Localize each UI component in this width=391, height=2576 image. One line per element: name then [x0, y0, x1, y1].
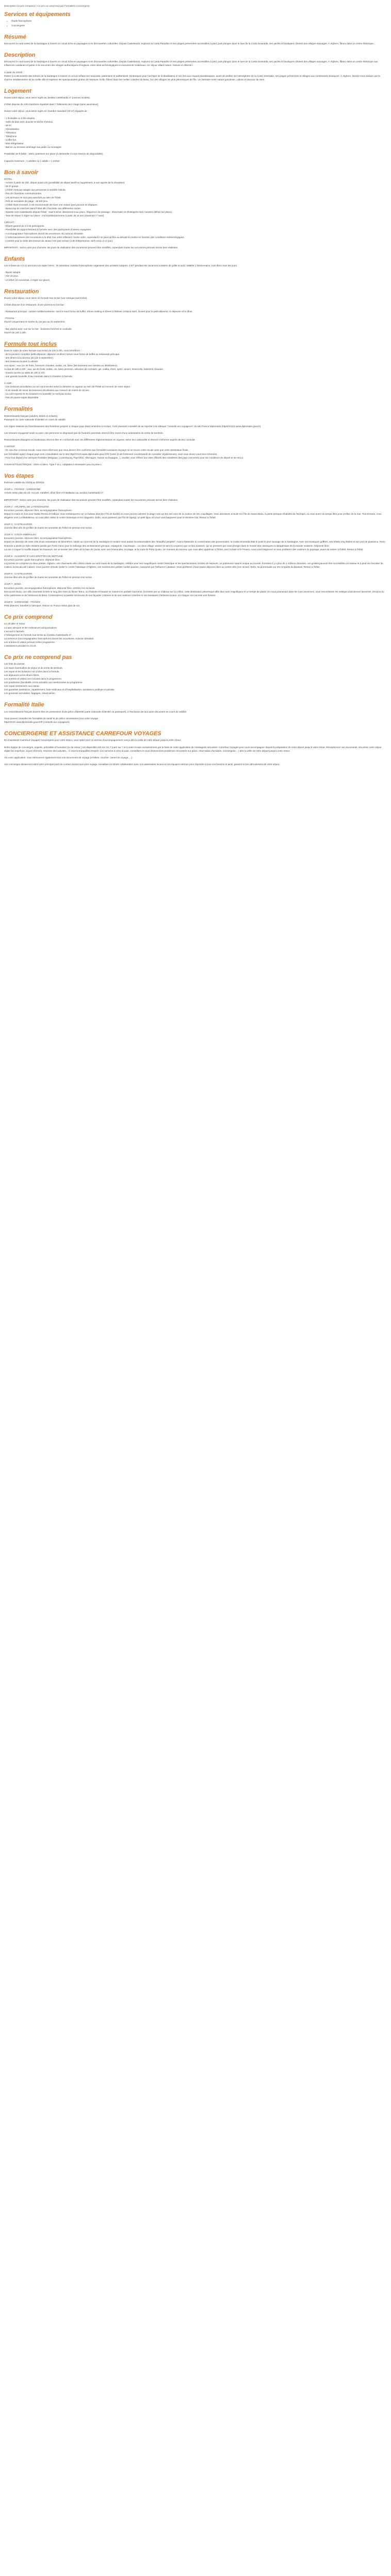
etapes-heading: Vos étapes	[4, 472, 34, 479]
paragraph: Les déjeuners et les dîners libres.	[4, 673, 40, 676]
list-item: • Guide francophone	[11, 19, 387, 23]
paragraph: JOUR 5 : ALGHERO ET LES GROTTES DE NEPTUNE	[4, 554, 63, 557]
paragraph: À partir du 1/5/26 :	[4, 71, 24, 74]
description-body	[4, 60, 387, 81]
paragraph: - Lit bébé (10 euros/nuit, à régler sur place).	[4, 278, 51, 281]
paragraph: JOUR 2 : ARCHIPEL DE LA MADDALENA	[4, 505, 49, 508]
paragraph: - Wi-Fi	[4, 124, 11, 127]
paragraph: Durant votre séjour, vous serez logés au Juniska Castelsardo 4* (normes locales).	[4, 96, 90, 99]
paragraph: Le vol aller et retour.	[4, 622, 26, 625]
paragraph: - Pizzeria :	[4, 317, 15, 320]
paragraph: Petit déjeuner, transfert à l'aéroport. Retour en France selon plan de vol.	[4, 604, 80, 607]
paragraph: Les frais de dossier.	[4, 663, 25, 666]
paragraph: En choisissant Carrefour Voyages Conciergerie pour votre séjour, vous optez pour un service d'accompagnement conçu dès la veille de votre départ jusqu'à votre retour.	[4, 739, 182, 742]
paragraph: Les formalités ayant chaque pays sont consultables sur le site http//XXXX.www.diplomatie.gouv.fr/fr/ Carte/ (Il est fortement recommandé de consulter régulièrement, vous vous devez vous tenir informés).	[4, 452, 218, 455]
paragraph: JOUR 1 : FRANCE - SARDAIGNE	[4, 488, 41, 491]
paragraph: - Balcon ou terrasse aménagé vue jardin ou montagne	[4, 146, 61, 149]
paragraph: - Arrivée à partir de 15h, départ avant 11h (possibilité de départ tardif en supplément, à voir auprès de la réception).	[4, 181, 125, 184]
paragraph: - Coffre-fort	[4, 139, 17, 142]
paragraph: - En cas d'un vol sous escale, nous vous informons que vous devrez être conforme aux formalités sanitaires du pays où se trouve votre escale ainsi que votre destination finale.	[4, 449, 189, 452]
paragraph: Les repas et les boissons non inclus dans la formule.	[4, 670, 60, 673]
paragraph: - Aire de jeux.	[4, 275, 19, 278]
paragraph: HOTEL :	[4, 178, 13, 180]
paragraph: La journée se compose en deux parties. Alghero, une charmante ville côtière située au nord-ouest de la Sardaigne, célèbre pour ses magnifiques centre historique et les spectaculaires Grottes de Neptune, un patrimoine naturel unique au monde. Formées il y a plus de 2 millions d'années, ces grottes peuvent être accessibles en bateau et à pied via l'escalier de Cabirol, la Escala del Cabirol. Vous pourrez ensuite visiter le centre historique d'Alghero, ses nombreuses petites ruelles pavées, marquées par l'influence catalane. Vous profiterez d'une pause déjeuner libre au centre-ville (non inclus). Enfin, sa promenade sur les remparts du Bastioni. Retour à l'hôtel.	[4, 562, 384, 569]
paragraph: Départ en direction de cette côte d'une soixantaine de kilomètres, située au nord-est de la Sardaigne et rendez-vous autant incontournables des "beautiful peoples". Avant d'atteindre la consécration des promenades, la Costa Smeralda était le point le plus sauvage de la Sardaigne. Avec ses boutiques griffées, ses hôtels cinq étoiles et son port de plaisance, Porto Rotondo a plutôt un style résident tandis que Porto Cervo joue la mélange des architectures grecque, espagnole, mauresque... Ce doux village voisiné se tient la croyance que ce lieu puissent, qui se pressent par nous plonger dans le monde des classiques et datagénique de la monde moderne. Déjeuner libre.	[4, 540, 386, 547]
paragraph: JOUR 4 : COSTA SMERALDA	[4, 533, 36, 536]
formalite-italie-body	[4, 710, 387, 724]
paragraph: - Taxe de séjour à régler sur place : 2 €/J/adulte/personne à partir de 14 ans (maximum 7 nuits).	[4, 214, 105, 217]
paragraph: L'assistance pendant le circuit.	[4, 645, 37, 648]
breadcrumb-notice: Description Ce prix comprend / Ce prix ne comprend pas Formalités Conciergerie	[4, 5, 90, 7]
formalites-body	[4, 414, 387, 466]
paragraph: L'hébergement en formule tout inclus au Juniska Castelsardo 4*.	[4, 633, 72, 636]
paragraph: JOUR 8 : SARDAIGNE - FRANCE	[4, 600, 41, 603]
paragraph: CIRCUIT :	[4, 221, 15, 224]
paragraph: Les enfants de 4 à 12 ans sont vos super héros ; ils animateur Juniska Francophone organisent des activités ludiques, à 6/7 pendant les vacances scolaires de juillet et août. Valable 1 fois/semaine, mini-disco tous les jours.	[4, 264, 238, 267]
paragraph: Durant votre séjour, vous serez en formule tout inclus (voir rubrique tout inclus).	[4, 297, 88, 299]
paragraph: - une grande bouteille d'eau minérale dans la chambre à l'arrivée.	[4, 375, 73, 378]
paragraph: Ouvert de 10h à 23h.	[4, 331, 27, 334]
paragraph: Ressortissants français (adultes, bébés et enfants) :	[4, 414, 59, 417]
paragraph: - Mini-réfrigérateur	[4, 142, 24, 145]
paragraph: Itinéraire valable du 1/5/26 au 30/9/26	[4, 481, 44, 484]
paragraph: - Pas de panier-repas disponible.	[4, 396, 39, 399]
paragraph: L'hôtel dispose de 135 chambres réparties dans 7 bâtiments de 1 étage (sans ascenseur).	[4, 103, 99, 106]
paragraph: - Bavoir adapté.	[4, 271, 21, 274]
paragraph: Notre équipe de concierges, experte, prévisible et humaine (ou de retour ) est disponible 24h sur 24, 7 jours sur 7 et à votre écoute exclusivement par le biais de notre application de messagerie sécurisée. Carrefour Voyages pour vous accompagner depuis la préparation de votre départ jusqu'à votre retour. Réceptionnez vos documents, sécurisez votre séjour, réglez les imprévus, soyez informés, réservez des activités... À vous la tranquillité d'esprit ! Les services à votre écoute, conseillent et vous résolvent les problèmes rencontrés sur place, réservation d'activités, conciergerie... ) dès la veille de votre départ jusqu'à votre retour.	[4, 745, 383, 752]
enfants-heading: Enfants	[4, 256, 25, 262]
paragraph: Excursion journée, déjeuner libre, accompagnateur francophone.	[4, 509, 73, 512]
paragraph: - des dîners à la pizzeria (de juin à septembre).	[4, 357, 54, 360]
paragraph: - Salle de bain avec douche et sèche-cheveux.	[4, 120, 54, 123]
paragraph: Au bar de 10h à 23h : eau, jus de fruits, sodas, vin, bière pression, sélection de cocktails, gin, vodka, rhum, spritz, amaro, limoncello, boissons chaudes.	[4, 367, 164, 370]
prix-comprend-body	[4, 622, 387, 648]
paragraph: Dans le cadre de votre formule tout inclus de 10h à 23h, vous bénéficiez :	[4, 349, 82, 352]
paragraph: - Il est interdit de servir les boissons alcoolisées aux mineurs de moins de 18 ans.	[4, 389, 90, 392]
paragraph: - de la pension complète (petit-déjeuner, déjeuner et dîner) servie sous forme de buffet au restaurant principal.	[4, 353, 120, 356]
prix-comprend-heading: Ce prix comprend	[4, 614, 53, 621]
paragraph: L'accueil à l'arrivée.	[4, 630, 25, 633]
paragraph: - Les animaux ne sont pas autorisés au sein de l'hôtel.	[4, 196, 61, 199]
paragraph: - L'entrée pour la visite des Domus de Janas n'est pas incluse (2,50 €/8/personne, tarif connu à ce jour).	[4, 239, 113, 242]
paragraph: Vous pouvez consulter les formalités de santé et de police nécessaires pour votre voyage :	[4, 717, 100, 720]
paragraph: À NOTER	[4, 445, 15, 448]
etapes-body	[4, 481, 387, 607]
prix-ne-comprend-heading: Ce prix ne comprend pas	[4, 654, 72, 661]
paragraph: COURANT ÉLECTRIQUE : 230V et 50Hz. Type F et L. Adaptateur nécessaire pour la prise L.	[4, 463, 103, 466]
paragraph: Les règles relatives au franchissement des frontières propres à chaque pays étant amenées à évoluer, il est vivement conseillé de se reporter à la rubrique "conseils aux voyageurs" du site France Diplomatie,(https//XXXX.www.diplomatie.gouv.fr)	[4, 425, 261, 428]
conciergerie-heading: CONCIERGERIE ET ASSISTANCE CARREFOUR VOYAGES	[4, 731, 161, 737]
formalites-heading: Formalités	[4, 406, 33, 413]
paragraph: IMPORTANT : Selon votre jour d'arrivée, les jours de réalisation des excursions peuvent être modifiés, cependant toutes les excursions prévues seront bien réalisées.	[4, 246, 178, 249]
paragraph: Les ressortissants français doivent être en possession d'une pièce d'identité (carte nationale d'identité ou passeport), à l'exclusion de tout autre document en cours de validité.	[4, 710, 187, 713]
paragraph: - 1 lit double ou 2 lits simples.	[4, 116, 36, 120]
paragraph: Journée libre afin de profiter de toutes les aménités de l'hôtel en pension tout inclus.	[4, 527, 92, 530]
paragraph: L'hôtel dispose d'un restaurant, d'une pizzeria et d'un bar :	[4, 303, 66, 307]
bon-a-savoir-heading: Bon à savoir	[4, 169, 39, 176]
paragraph: Excursion journée, déjeuner libre, accompagnateur francophone.	[4, 537, 73, 540]
paragraph: Durant votre séjour, vous serez logés en chambre standard (30 m²) équipée de :	[4, 110, 89, 113]
paragraph: - L'ordonnancement des excursions a le droit (sur votre réflexion) l'autre ordre, cependant il ne peut qu'être au dénoté la routine en fonction des conditions météorologiques.	[4, 235, 185, 239]
paragraph: Les garanties assistance, rapatriement, frais médicaux et d'hospitalisation, assistance juridique et pénale.	[4, 688, 115, 691]
paragraph: - des boissons locales à volonté.	[4, 360, 39, 363]
paragraph: - Prêt de serviettes de plage : 25 €/8 (env.	[4, 199, 48, 202]
paragraph: La vue à couper le souffle depuis les hauteurs, sur ce sentier des côtes de la baie de Liscia, avec ses émeraudes, sa plage, et la route de Poltu Quatu. Un moment de douceur que vous allez apprécier à l'hôtel, avec la baie et le Pevero, vous vous baignerez et vous profiterez des couleurs du paysage, avant de rentrer à l'hôtel. Retour à l'hôtel.	[4, 548, 364, 551]
paragraph: La taxe aéroport et les redevances aéroportuaires.	[4, 626, 57, 629]
paragraph: Les mineurs voyageant seuls ou avec une personne ne disposant pas de l'autorité parentale devront être munis d'une autorisation de sortie de territoire.	[4, 432, 164, 435]
paragraph: JOUR 6 : CASTELSARDO	[4, 572, 32, 575]
paragraph: IMPORTANT : Selon votre jour d'arrivée, les jours de réalisation des excursions peuvent être modifiés, cependant toutes les excursions prévues seront bien réalisées.	[4, 498, 178, 501]
formalite-italie-heading: Formalité Italie	[4, 702, 44, 708]
logement-heading: Logement	[4, 88, 31, 94]
paragraph: Capacité maximum : 2 adultes ou 1 adulte + 1 enfant	[4, 159, 60, 162]
paragraph: - Départ garanti de 2 à 50 participants.	[4, 225, 45, 228]
paragraph: Départ le matin en bus pour Santa Teresa di Gallura. Vous embarquerez sur un bateau direction l'île de Budelli où vous pourrez admirer la plage rose qui tire son nom de la couleur de ses coquillages. Vous aborderez ensuite sur l'île de Santa Maria, la perle presque inhabitée de l'archipel, où vous aurez du temps libre pour profiter de la mer. Tout Ensuite, vous dirigerez vers La Maddalena, où vous allez visiter le centre historique et les magasins. Enfin, vous passerez par l'île de Spargi, un petit bijou où vous vous baignerez pour le dernière fois. Retour à l'hôtel.	[4, 512, 382, 519]
resume-heading: Résumé	[4, 33, 26, 40]
resume-text: Découvrez le nord-ouest de la Sardaigne à travers un circuit riche en paysages et en découvertes culturelles. Depuis Castelsardo, explorez la Costa Paradiso et ses plages préservées accessibles à pied, puis plongez dans le luxe de la Costa Smeralda, ses yachts et boutiques côtoient des villages sauvages. À Alghero, flânez dans un centre historique...	[4, 42, 376, 45]
paragraph: - Bar piscine avec vue sur la mer : boissons fraîches et cocktails.	[4, 327, 72, 330]
paragraph: Aux repas : eau (un de fruits, boissons chaudes, sodas, vin, bière (les boissons sont servies au distributeur).	[4, 364, 118, 367]
paragraph: Les entrées et visites non incluses dans le programme.	[4, 677, 62, 680]
description-heading: Description	[4, 52, 36, 59]
paragraph: - L'hôtel étant excentré, il est recommandé de louer une voiture pour pouvoir se déplacer.	[4, 203, 98, 206]
paragraph: - Climatisation	[4, 127, 20, 130]
paragraph: - Beaucoup de marches dans l'hôtel afin d'accéder aux différentes zones.	[4, 207, 82, 210]
paragraph: Partez à la découverte des trésors de la Sardaigne à travers ce circuit mêlant mer turquoise, patrimoine et authenticité. Embarquez pour l'archipel de la Maddalena et ses îles aux criques paradisiaques, avant de profiter de l'atmosphère de la Costa Smeralda, ses plages préservées et villages aux nombreuses boutiques. À Alghero, laissez-vous séduire par le charme méditerranéen de sa vieille ville et explorez les spectaculaires grottes de Neptune. Enfin, flânez dans les ruelles colorées de Bosa, l'un des villages les plus pittoresques de l'île. Un itinéraire entre nature grandiose, culture et douceur de vivre.	[4, 74, 381, 81]
paragraph: - Téléphone	[4, 135, 17, 138]
paragraph: Ressortissants étrangers et binationaux devront être en conformité avec les différentes réglementations en vigueur, selon leur nationalité et devront s'informer auprès de leur consulat.	[4, 438, 196, 442]
paragraph: La présence d'accompagnateur francophone durant les excursions. Autocar climatisé.	[4, 637, 94, 640]
enfants-body	[4, 264, 387, 281]
paragraph: Via votre application, vous retrouverez également tous vos documents de voyage (e-billets, voucher, carnet de voyage, ...).	[4, 756, 133, 759]
paragraph: Les entrées et visites prévues selon programme.	[4, 640, 56, 643]
paragraph: Les taxes éventuelles de séjour et de sortie de territoire.	[4, 666, 63, 669]
page	[0, 0, 391, 773]
paragraph: - Télévision	[4, 131, 17, 134]
paragraph: - snacks sucrés ou salés de 16h à 17h.	[4, 371, 45, 374]
bon-a-savoir-body	[4, 177, 387, 249]
paragraph: Découvrez Bosa, une ville charmant nichée le long des rives du fleuve Temo, ou l'histoire et beauté se marient en parfaite harmonie. Dominée par un château sur la colline, cette destination pittoresque offre des vues magnifiques et un temps de plaisir. En vous promenant dans les rues anciennes, vous rencontrerez les vestiges d'anciennes tanneries, témoins du riche patrimoine et de l'artisanat de Bosa. Contemplerez la palette lumineuse de ses façades colorées et de ses maisons colorées et ses boutiques d'artisans locaux, où chaque coin raconte une histoire.	[4, 590, 385, 597]
paragraph: Passeport ou carte nationale d'identité en cours de validité.	[4, 418, 67, 421]
prix-ne-comprend-body	[4, 662, 387, 695]
logement-body	[4, 96, 387, 163]
paragraph: - La coût express et les boissons en bouteille ne sont pas inclus.	[4, 393, 72, 396]
paragraph: Arrivée selon plan de vol. Accueil, transfert, dîner libre et installation au Juniska Castelsardo 4*.	[4, 492, 104, 495]
restauration-body	[4, 296, 387, 334]
paragraph: - Pas de chambres communicantes.	[4, 192, 42, 195]
paragraph: - L'hôtel n'est pas adapté aux personnes à mobilité réduite.	[4, 189, 66, 192]
paragraph: - Navette vers Castelsardo depuis l'hôtel : Sauf 5 €/vol. directement sur place, fréquence de passage : 2fois/matin et 2fois/après-midi, horaires définis sur place).	[4, 210, 173, 213]
paragraph: Excursion journée, accompagnateur francophone, déjeuner libre, entrées non incluses.	[4, 586, 95, 589]
paragraph: - Accompagnateur francophone durant les excursions. En autocar climatisé.	[4, 232, 84, 235]
restauration-heading: Restauration	[4, 288, 39, 295]
paragraph: Les garanties annulation, bagages, retard aérien.	[4, 692, 56, 695]
list-item: • Conciergerie	[11, 24, 387, 27]
paragraph: http//XXXX.www.diplomatie.gouv.fr/fr (conseils aux voyageurs)	[4, 720, 70, 723]
tout-inclus-body	[4, 349, 387, 399]
paragraph: - Restaurant principal : cuisine méditerranéenne, servi le sous forme de buffet. Show-cooking et dîners à thèmes certains soirs. Ouvert pour le petit-déjeuner, le déjeuner et le dîner.	[4, 310, 193, 313]
paragraph: - Pour tout départ d'un aéroport frontalier (Belgique, Luxembourg, Pays-Bas, Allemagne, Suisse ou Espagne...), veuillez vous référer aux sites officiels des ministères des pays concernés pour les conditions de départ et de retour.	[4, 456, 244, 459]
services-heading: Services et équipements	[4, 11, 71, 18]
services-list	[4, 19, 387, 27]
paragraph: Découvrez le nord-ouest de la Sardaigne à travers un circuit riche en paysages et en découvertes culturelles. Depuis Castelsardo, explorez la Costa Paradiso et ses plages préservées accessibles à pied, puis plongez dans le luxe de la Costa Smeralda, ses yachts et boutiques côtoient des villages sauvages. À Alghero, flânez dans un centre historique aux influences catalanes et partez à la rencontre des villages authentiques d'Anglona, entre sites archéologiques et monuments médiévaux. Un séjour alliant nature, histoire et détente !	[4, 60, 379, 67]
paragraph: Vos concierges deviennent alors votre principal point de contact durant tout votre voyage, travaillant en étroite collaboration avec nos partenaires locaux et nos équipes internes pour répondre à tous vos besoins et ainsi, garantir le bon déroulement de votre séjour.	[4, 762, 280, 766]
paragraph: Les pourboires (facultatifs, et les activités non mentionnées au programme.	[4, 681, 83, 684]
paragraph: À noter :	[4, 381, 13, 384]
tout-inclus-heading: Formule tout inclus	[4, 341, 57, 347]
paragraph: JOUR 3 : CASTELSARDO	[4, 523, 32, 526]
paragraph: Possibilité de lit bébé : 10€/J, paiement sur place (à demander à vous réserve de disponibilité).	[4, 152, 104, 156]
paragraph: - Possibilité de rapprochement à l'arrivée avec des participants d'autres voyagistes.	[4, 228, 92, 231]
paragraph: Excursion journée, guide francophone, déjeuner libre.	[4, 558, 61, 561]
conciergerie-body	[4, 738, 387, 766]
paragraph: - Wi-Fi gratuit	[4, 185, 19, 188]
paragraph: - Les boissons alcoolisées ou non sont servies selon la dernière en vigueur au sein de l'hôtel au moment de votre séjour.	[4, 385, 131, 388]
paragraph: Journée libre afin de profiter de toutes les aménités de l'hôtel en pension tout inclus.	[4, 576, 92, 579]
paragraph: JOUR 7 : BOSA	[4, 583, 21, 586]
paragraph: Les repas mentionnés aux extras.	[4, 685, 40, 688]
paragraph: Ouvert uniquement en soirée du 1er juin au 15 septembre.	[4, 320, 66, 324]
